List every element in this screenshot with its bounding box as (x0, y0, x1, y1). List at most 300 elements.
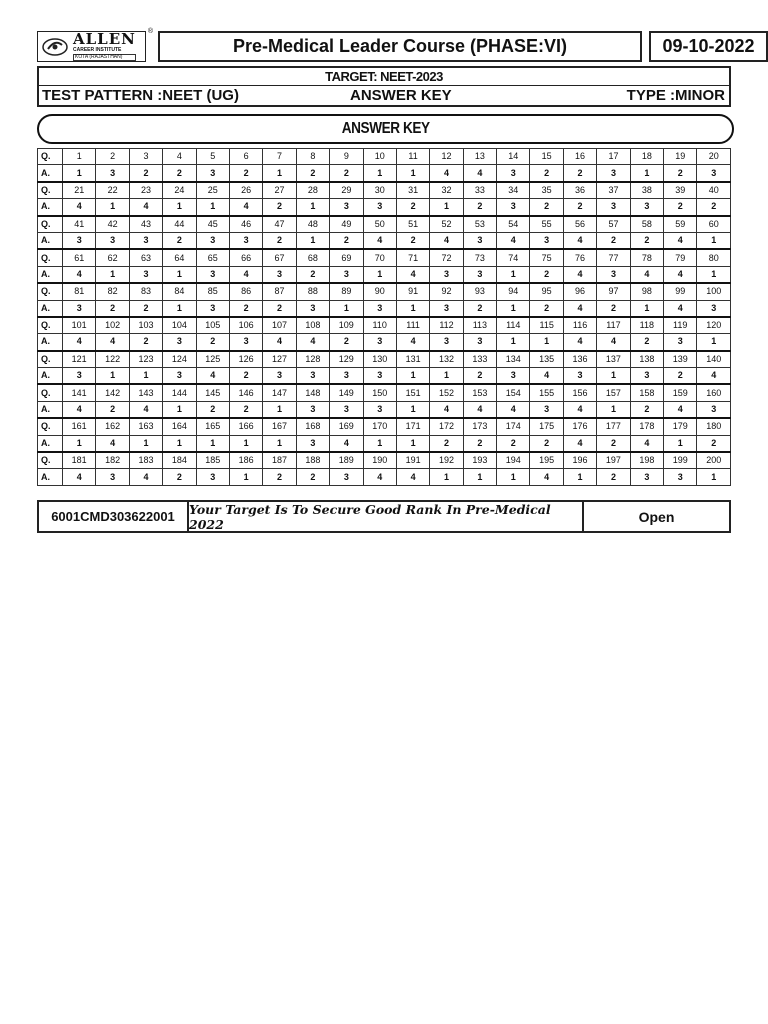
answer-value: 2 (96, 300, 129, 317)
answer-value: 4 (396, 469, 429, 485)
question-number: 146 (229, 384, 262, 401)
question-row (38, 317, 731, 334)
test-pattern: TEST PATTERN :NEET (UG) (42, 87, 239, 104)
answer-value: 4 (63, 266, 96, 283)
answer-value: 2 (430, 435, 463, 452)
question-number: 9 (330, 149, 363, 165)
answer-value: 3 (530, 401, 563, 418)
question-row (38, 182, 731, 199)
question-number: 96 (563, 283, 596, 300)
question-number: 174 (497, 418, 530, 435)
question-number: 2 (96, 149, 129, 165)
question-number: 21 (63, 182, 96, 199)
question-number: 53 (463, 216, 496, 233)
question-number: 23 (129, 182, 162, 199)
answer-key-banner (37, 114, 734, 144)
question-number: 94 (497, 283, 530, 300)
answer-key-label: ANSWER KEY (350, 87, 452, 104)
answer-value: 3 (430, 266, 463, 283)
registered-mark: ® (147, 28, 153, 35)
answer-value: 3 (597, 199, 630, 216)
answer-row (38, 199, 731, 216)
answer-value: 4 (430, 401, 463, 418)
logo-subtitle: CAREER INSTITUTE (73, 47, 122, 53)
answer-value: 3 (597, 165, 630, 182)
question-number: 40 (697, 182, 731, 199)
answer-value: 4 (363, 232, 396, 249)
answer-value: 3 (96, 232, 129, 249)
answer-value: 4 (196, 368, 229, 385)
answer-value: 2 (563, 199, 596, 216)
question-number: 190 (363, 452, 396, 469)
answer-value: 2 (129, 300, 162, 317)
question-number: 14 (497, 149, 530, 165)
question-number: 62 (96, 249, 129, 266)
answer-label: A. (38, 266, 63, 283)
question-number: 88 (296, 283, 329, 300)
answer-value: 3 (263, 368, 296, 385)
answer-label: A. (38, 368, 63, 385)
question-number: 166 (229, 418, 262, 435)
question-number: 44 (163, 216, 196, 233)
answer-value: 3 (196, 165, 229, 182)
question-number: 45 (196, 216, 229, 233)
question-number: 199 (664, 452, 697, 469)
question-number: 108 (296, 317, 329, 334)
question-number: 89 (330, 283, 363, 300)
question-label: Q. (38, 283, 63, 300)
test-info-box (37, 66, 731, 107)
answer-value: 2 (229, 165, 262, 182)
answer-value: 2 (597, 469, 630, 485)
answer-value: 1 (63, 435, 96, 452)
answer-value: 2 (263, 199, 296, 216)
answer-value: 4 (330, 435, 363, 452)
answer-value: 2 (163, 469, 196, 485)
answer-value: 2 (630, 334, 663, 351)
question-number: 194 (497, 452, 530, 469)
question-number: 46 (229, 216, 262, 233)
answer-value: 1 (597, 401, 630, 418)
question-number: 5 (196, 149, 229, 165)
question-row (38, 216, 731, 233)
question-number: 196 (563, 452, 596, 469)
question-number: 51 (396, 216, 429, 233)
question-number: 163 (129, 418, 162, 435)
answer-value: 3 (196, 266, 229, 283)
answer-value: 3 (330, 401, 363, 418)
answer-value: 2 (263, 469, 296, 485)
answer-value: 2 (263, 300, 296, 317)
question-number: 37 (597, 182, 630, 199)
question-number: 135 (530, 351, 563, 368)
question-number: 1 (63, 149, 96, 165)
question-number: 67 (263, 249, 296, 266)
question-number: 86 (229, 283, 262, 300)
question-number: 152 (430, 384, 463, 401)
question-number: 126 (229, 351, 262, 368)
answer-value: 1 (396, 435, 429, 452)
question-number: 136 (563, 351, 596, 368)
question-number: 112 (430, 317, 463, 334)
answer-value: 4 (63, 401, 96, 418)
answer-value: 3 (296, 368, 329, 385)
answer-value: 4 (430, 232, 463, 249)
answer-value: 2 (597, 300, 630, 317)
answer-value: 1 (396, 165, 429, 182)
question-number: 17 (597, 149, 630, 165)
answer-value: 1 (263, 401, 296, 418)
answer-value: 3 (463, 334, 496, 351)
answer-value: 4 (664, 266, 697, 283)
question-number: 42 (96, 216, 129, 233)
question-number: 189 (330, 452, 363, 469)
question-number: 81 (63, 283, 96, 300)
question-number: 22 (96, 182, 129, 199)
paper-code: 6001CMD303622001 (39, 502, 189, 531)
question-number: 133 (463, 351, 496, 368)
header (37, 28, 755, 62)
question-number: 36 (563, 182, 596, 199)
answer-value: 3 (330, 266, 363, 283)
answer-value: 4 (463, 165, 496, 182)
answer-value: 2 (263, 232, 296, 249)
question-number: 142 (96, 384, 129, 401)
question-number: 104 (163, 317, 196, 334)
answer-value: 1 (664, 435, 697, 452)
answer-value: 3 (196, 469, 229, 485)
answer-value: 3 (196, 300, 229, 317)
question-number: 170 (363, 418, 396, 435)
answer-value: 4 (497, 232, 530, 249)
question-number: 105 (196, 317, 229, 334)
answer-value: 2 (229, 401, 262, 418)
test-type: TYPE :MINOR (626, 87, 725, 104)
answer-value: 4 (563, 435, 596, 452)
question-number: 48 (296, 216, 329, 233)
question-number: 115 (530, 317, 563, 334)
question-number: 102 (96, 317, 129, 334)
question-number: 30 (363, 182, 396, 199)
answer-value: 4 (129, 469, 162, 485)
answer-row (38, 266, 731, 283)
question-number: 197 (597, 452, 630, 469)
logo-city: KOTA (RAJASTHAN) (73, 54, 136, 61)
question-number: 68 (296, 249, 329, 266)
question-number: 43 (129, 216, 162, 233)
question-number: 168 (296, 418, 329, 435)
question-number: 29 (330, 182, 363, 199)
answer-value: 2 (597, 232, 630, 249)
answer-value: 3 (430, 334, 463, 351)
banner-title: ANSWER KEY (341, 120, 430, 137)
question-label: Q. (38, 249, 63, 266)
question-number: 125 (196, 351, 229, 368)
answer-value: 1 (363, 435, 396, 452)
question-number: 184 (163, 452, 196, 469)
question-number: 134 (497, 351, 530, 368)
answer-value: 1 (63, 165, 96, 182)
answer-value: 3 (363, 401, 396, 418)
answer-value: 1 (697, 334, 731, 351)
answer-label: A. (38, 199, 63, 216)
answer-value: 1 (163, 199, 196, 216)
status-label: Open (638, 508, 675, 525)
answer-value: 3 (263, 266, 296, 283)
question-number: 164 (163, 418, 196, 435)
question-number: 145 (196, 384, 229, 401)
question-number: 55 (530, 216, 563, 233)
answer-value: 3 (697, 401, 731, 418)
answer-value: 2 (330, 232, 363, 249)
question-number: 188 (296, 452, 329, 469)
answer-value: 2 (530, 165, 563, 182)
answer-row (38, 401, 731, 418)
question-number: 183 (129, 452, 162, 469)
answer-value: 4 (63, 334, 96, 351)
question-number: 80 (697, 249, 731, 266)
question-number: 18 (630, 149, 663, 165)
question-number: 172 (430, 418, 463, 435)
answer-value: 4 (296, 334, 329, 351)
answer-value: 1 (96, 368, 129, 385)
target-label: TARGET: NEET-2023 (325, 69, 443, 84)
question-row (38, 283, 731, 300)
answer-value: 1 (196, 435, 229, 452)
question-number: 73 (463, 249, 496, 266)
answer-value: 1 (430, 469, 463, 485)
question-number: 193 (463, 452, 496, 469)
question-number: 71 (396, 249, 429, 266)
question-number: 130 (363, 351, 396, 368)
answer-value: 2 (664, 199, 697, 216)
question-number: 119 (664, 317, 697, 334)
question-number: 143 (129, 384, 162, 401)
question-number: 150 (363, 384, 396, 401)
question-number: 93 (463, 283, 496, 300)
allen-logo (37, 28, 153, 62)
question-number: 162 (96, 418, 129, 435)
question-number: 58 (630, 216, 663, 233)
answer-value: 1 (430, 368, 463, 385)
answer-value: 2 (530, 300, 563, 317)
question-number: 39 (664, 182, 697, 199)
answer-value: 1 (263, 165, 296, 182)
answer-value: 2 (163, 232, 196, 249)
answer-value: 3 (664, 469, 697, 485)
answer-value: 3 (296, 435, 329, 452)
answer-label: A. (38, 300, 63, 317)
question-number: 178 (630, 418, 663, 435)
question-number: 120 (697, 317, 731, 334)
question-number: 159 (664, 384, 697, 401)
question-number: 155 (530, 384, 563, 401)
answer-value: 3 (697, 300, 731, 317)
answer-value: 2 (664, 165, 697, 182)
answer-value: 1 (129, 435, 162, 452)
question-number: 123 (129, 351, 162, 368)
answer-value: 4 (63, 469, 96, 485)
answer-value: 1 (563, 469, 596, 485)
answer-value: 2 (196, 401, 229, 418)
answer-value: 3 (630, 368, 663, 385)
question-number: 181 (63, 452, 96, 469)
question-number: 100 (697, 283, 731, 300)
question-number: 141 (63, 384, 96, 401)
question-number: 49 (330, 216, 363, 233)
answer-value: 3 (630, 469, 663, 485)
answer-row (38, 232, 731, 249)
question-number: 195 (530, 452, 563, 469)
question-number: 137 (597, 351, 630, 368)
question-row (38, 149, 731, 165)
question-number: 154 (497, 384, 530, 401)
question-label: Q. (38, 149, 63, 165)
question-number: 82 (96, 283, 129, 300)
answer-value: 1 (229, 435, 262, 452)
question-number: 65 (196, 249, 229, 266)
question-row (38, 351, 731, 368)
answer-value: 4 (563, 334, 596, 351)
question-number: 165 (196, 418, 229, 435)
question-label: Q. (38, 351, 63, 368)
question-number: 26 (229, 182, 262, 199)
answer-value: 3 (497, 368, 530, 385)
question-number: 109 (330, 317, 363, 334)
answer-value: 1 (497, 469, 530, 485)
question-number: 198 (630, 452, 663, 469)
question-number: 139 (664, 351, 697, 368)
answer-value: 4 (263, 334, 296, 351)
question-number: 169 (330, 418, 363, 435)
answer-value: 1 (163, 266, 196, 283)
answer-value: 2 (163, 165, 196, 182)
answer-value: 2 (630, 401, 663, 418)
answer-value: 4 (129, 401, 162, 418)
question-number: 3 (129, 149, 162, 165)
question-number: 92 (430, 283, 463, 300)
answer-value: 3 (563, 368, 596, 385)
question-row (38, 384, 731, 401)
answer-value: 2 (497, 435, 530, 452)
question-number: 160 (697, 384, 731, 401)
answer-value: 2 (229, 368, 262, 385)
question-number: 16 (563, 149, 596, 165)
answer-value: 4 (597, 334, 630, 351)
question-number: 34 (497, 182, 530, 199)
question-number: 27 (263, 182, 296, 199)
question-number: 132 (430, 351, 463, 368)
answer-value: 3 (63, 300, 96, 317)
answer-value: 3 (196, 232, 229, 249)
motto: Your Target Is To Secure Good Rank In Pre-Medical 2022 (189, 502, 584, 531)
question-number: 124 (163, 351, 196, 368)
question-number: 59 (664, 216, 697, 233)
answer-value: 3 (330, 368, 363, 385)
question-number: 84 (163, 283, 196, 300)
question-label: Q. (38, 317, 63, 334)
question-number: 138 (630, 351, 663, 368)
question-number: 107 (263, 317, 296, 334)
answer-value: 1 (163, 435, 196, 452)
answer-value: 2 (664, 368, 697, 385)
question-number: 122 (96, 351, 129, 368)
question-number: 85 (196, 283, 229, 300)
question-number: 110 (363, 317, 396, 334)
answer-value: 1 (296, 199, 329, 216)
question-number: 7 (263, 149, 296, 165)
answer-value: 2 (530, 199, 563, 216)
answer-value: 1 (697, 232, 731, 249)
answer-value: 3 (296, 401, 329, 418)
answer-value: 1 (96, 266, 129, 283)
answer-value: 1 (396, 401, 429, 418)
question-number: 99 (664, 283, 697, 300)
question-number: 147 (263, 384, 296, 401)
answer-value: 2 (463, 300, 496, 317)
answer-row (38, 300, 731, 317)
exam-date: 09-10-2022 (649, 31, 768, 62)
answer-value: 2 (296, 165, 329, 182)
question-number: 192 (430, 452, 463, 469)
question-number: 191 (396, 452, 429, 469)
question-number: 179 (664, 418, 697, 435)
question-number: 25 (196, 182, 229, 199)
question-number: 8 (296, 149, 329, 165)
question-number: 50 (363, 216, 396, 233)
question-label: Q. (38, 452, 63, 469)
answer-value: 2 (697, 199, 731, 216)
answer-value: 2 (330, 334, 363, 351)
question-number: 38 (630, 182, 663, 199)
answer-row (38, 165, 731, 182)
answer-value: 3 (129, 232, 162, 249)
answer-value: 4 (96, 334, 129, 351)
answer-value: 1 (697, 469, 731, 485)
answer-value: 2 (597, 435, 630, 452)
answer-value: 3 (63, 368, 96, 385)
question-number: 101 (63, 317, 96, 334)
answer-value: 2 (463, 368, 496, 385)
question-number: 87 (263, 283, 296, 300)
answer-value: 1 (129, 368, 162, 385)
answer-label: A. (38, 334, 63, 351)
answer-value: 3 (463, 232, 496, 249)
question-number: 177 (597, 418, 630, 435)
answer-value: 3 (296, 300, 329, 317)
answer-value: 2 (129, 165, 162, 182)
answer-row (38, 435, 731, 452)
question-number: 12 (430, 149, 463, 165)
question-number: 35 (530, 182, 563, 199)
question-number: 75 (530, 249, 563, 266)
question-number: 78 (630, 249, 663, 266)
answer-value: 1 (396, 368, 429, 385)
answer-value: 2 (463, 435, 496, 452)
question-number: 64 (163, 249, 196, 266)
answer-value: 4 (630, 435, 663, 452)
answer-value: 1 (530, 334, 563, 351)
answer-value: 1 (497, 266, 530, 283)
answer-value: 1 (630, 300, 663, 317)
question-number: 200 (697, 452, 731, 469)
question-number: 70 (363, 249, 396, 266)
answer-value: 1 (497, 334, 530, 351)
question-number: 185 (196, 452, 229, 469)
answer-value: 4 (63, 199, 96, 216)
answer-value: 4 (530, 469, 563, 485)
question-number: 98 (630, 283, 663, 300)
